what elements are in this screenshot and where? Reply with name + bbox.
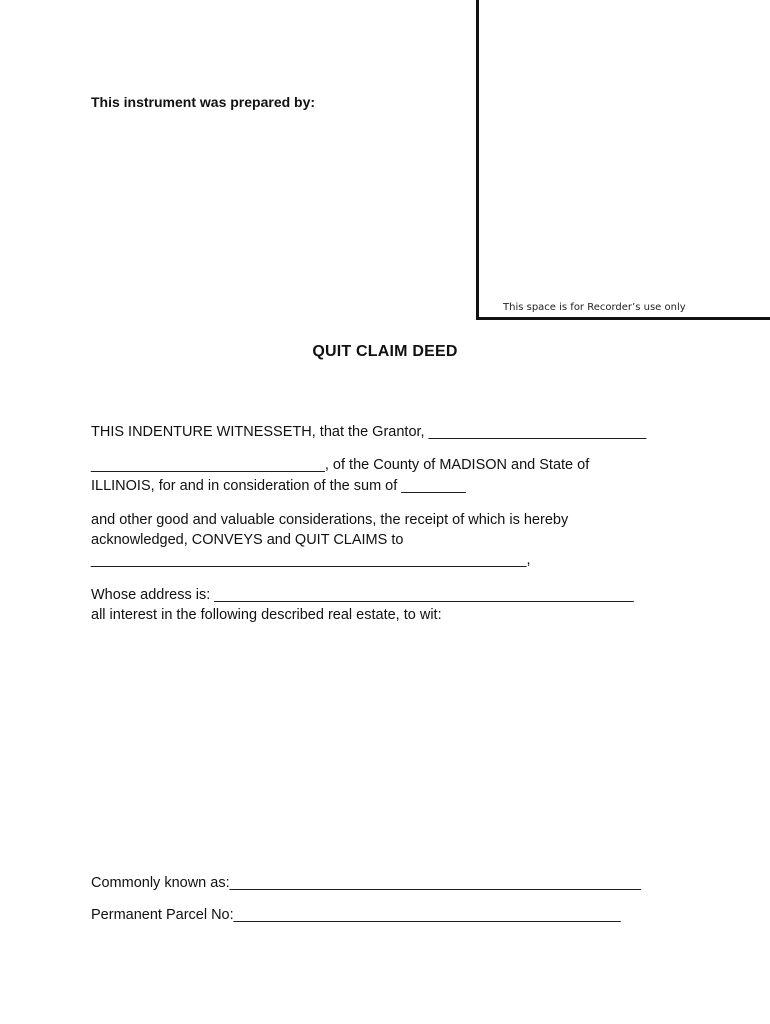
county-line: _____________________________, of the County of MADISON and State of (91, 457, 590, 473)
address-line: Whose address is: ____________________________________________________ (91, 587, 634, 603)
grantor-line: THIS INDENTURE WITNESSETH, that the Grantor, ___________________________ (91, 424, 647, 440)
interest-line: all interest in the following described real estate, to wit: (91, 607, 442, 623)
grantee-line: ______________________________________________________, (91, 552, 531, 568)
prepared-by-label: This instrument was prepared by: (91, 94, 316, 110)
commonly-known-line: Commonly known as:___________________________________________________ (91, 875, 641, 891)
parcel-number-line: Permanent Parcel No:________________________________________________ (91, 907, 621, 923)
recorder-box (476, 0, 770, 320)
recorder-note: This space is for Recorder’s use only (503, 302, 686, 313)
conveys-line: acknowledged, CONVEYS and QUIT CLAIMS to (91, 532, 404, 548)
document-title: QUIT CLAIM DEED (312, 343, 458, 360)
consideration-line: ILLINOIS, for and in consideration of the sum of ________ (91, 478, 466, 494)
considerations-line: and other good and valuable considerations, the receipt of which is hereby (91, 512, 569, 528)
